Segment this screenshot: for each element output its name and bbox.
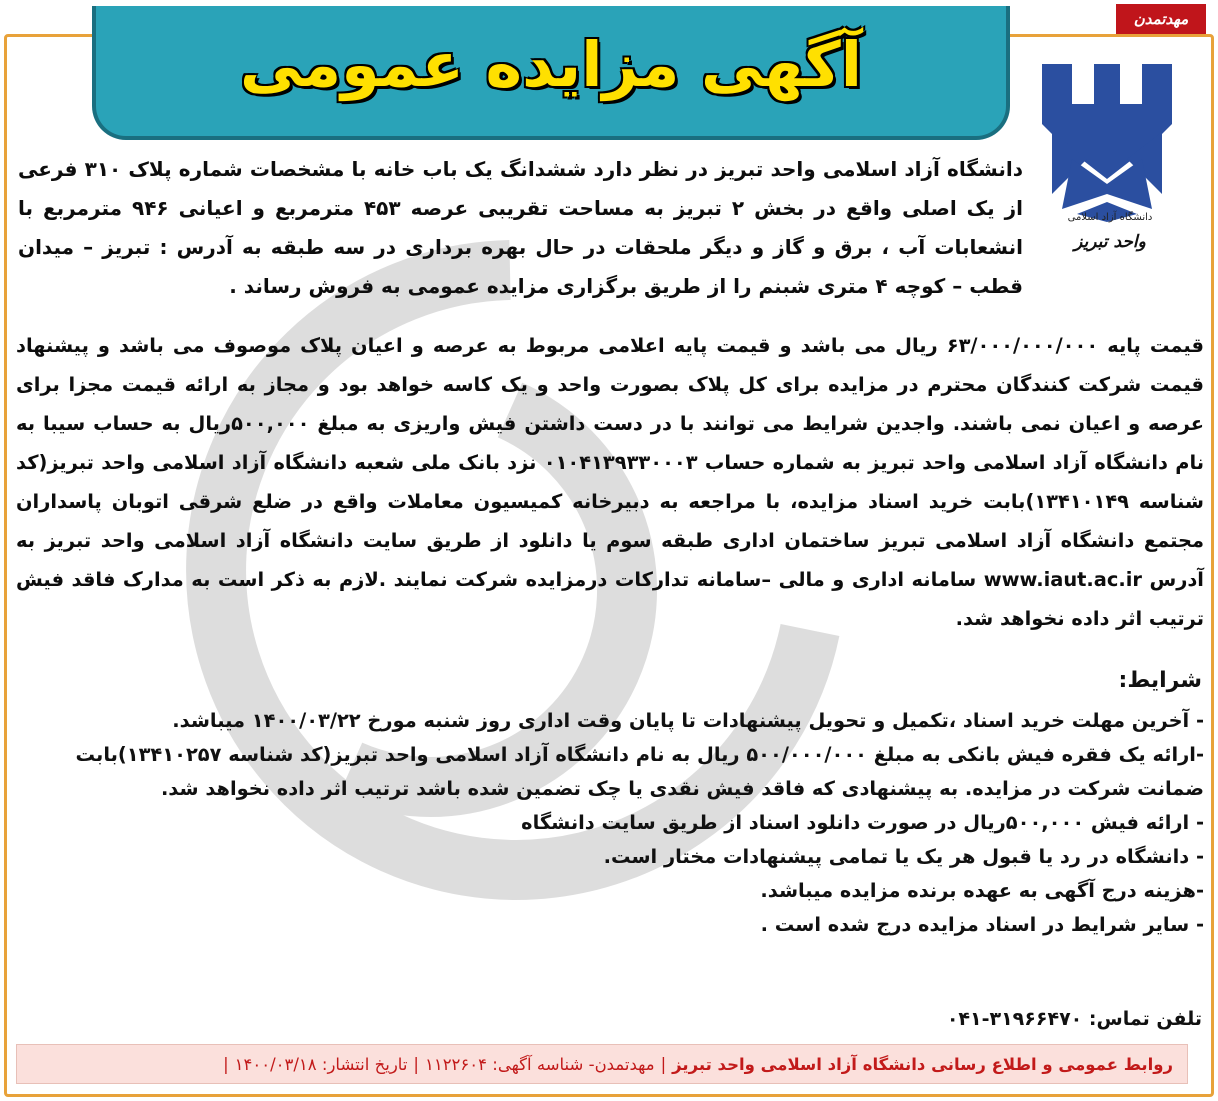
title-banner <box>92 6 1010 140</box>
condition-item: - سایر شرایط در اسناد مزایده درج شده است . <box>760 913 1204 936</box>
website-link[interactable]: www.iaut.ac.ir <box>983 568 1142 591</box>
condition-item: - دانشگاه در رد یا قبول هر یک یا تمامی پیشنهادات مختار است. <box>603 845 1204 868</box>
phone-label: تلفن تماس: <box>1088 1008 1202 1030</box>
body-text-end: سامانه اداری و مالی –سامانه تدارکات درمزایده شرکت نمایند .لازم به ذکر است به مدارک فاقد فیش ترتیب اثر داده نخواهد شد. <box>16 568 1204 630</box>
condition-item: -هزینه درج آگهی به عهده برنده مزایده میباشد. <box>760 879 1204 902</box>
footer-publisher: روابط عمومی و اطلاع رسانی دانشگاه آزاد اسلامی واحد تبریز <box>672 1054 1173 1074</box>
footer-date: تاریخ انتشار: ۱۴۰۰/۰۳/۱۸ <box>234 1054 408 1074</box>
condition-item: - ارائه فیش ۵۰۰,۰۰۰ریال در صورت دانلود اسناد از طریق سایت دانشگاه <box>521 811 1204 834</box>
body-text: قیمت پایه ۶۳/۰۰۰/۰۰۰/۰۰۰ ریال می باشد و قیمت پایه اعلامی مربوط به عرصه و اعیان پلاک موصوف می باشد و پیشنهاد قیمت شرکت کنندگان محترم در مزایده برای کل پلاک بصورت واحد و یک کاسه خواهد بود و مجاز به ارائه قیمت مجزا برای عرصه و اعیان نمی باشند. واجدین شرایط می توانند با در دست داشتن فیش واریزی به مبلغ ۵۰۰,۰۰۰ریال به حساب سیبا به نام دانشگاه آزاد اسلامی واحد تبریز به شماره حساب ۰۱۰۴۱۳۹۳۳۰۰۰۳ نزد بانک ملی شعبه دانشگاه آزاد اسلامی واحد تبریز(کد شناسه ۱۳۴۱۰۱۴۹)بابت خرید اسناد مزایده، با مراجعه به دبیرخانه کمیسیون معاملات واقع در ضلع شرقی اتوبان پاسداران مجتمع دانشگاه آزاد اسلامی تبریز ساختمان اداری طبقه سوم یا دانلود از طریق سایت دانشگاه آزاد اسلامی واحد تبریز به آدرس <box>16 334 1205 591</box>
university-unit-caption: واحد تبریز <box>1074 232 1146 252</box>
university-caption: دانشگاه آزاد اسلامی <box>1067 212 1153 223</box>
footer-separator: | <box>413 1054 419 1074</box>
contact-phone <box>947 1008 1202 1030</box>
ad-title: آگهی مزایده عمومی <box>240 28 862 101</box>
phone-number: ۰۴۱-۳۱۹۶۶۴۷۰ <box>946 1008 1083 1030</box>
conditions-list <box>16 704 1204 942</box>
conditions-heading: شرایط: <box>1118 668 1202 693</box>
newspaper-logo: مهدتمدن <box>1116 4 1206 34</box>
footer-separator: | <box>660 1054 667 1074</box>
footer-ad-id: مهدتمدن- شناسه آگهی: ۱۱۲۲۶۰۴ <box>424 1054 655 1074</box>
condition-item: -ارائه یک فقره فیش بانکی به مبلغ ۵۰۰/۰۰۰/۰۰۰ ریال به نام دانشگاه آزاد اسلامی واحد تبریز(کد شناسه ۱۳۴۱۰۲۵۷)بابت ضمانت شرکت در مزایده. به پیشنهادی که فاقد فیش نقدی یا چک تضمین شده باشد ترتیب اثر داده نخواهد شد. <box>75 743 1204 800</box>
body-paragraph <box>16 326 1204 638</box>
footer-bar <box>16 1044 1188 1084</box>
condition-item: - آخرین مهلت خرید اسناد ،تکمیل و تحویل پیشنهادات تا پایان وقت اداری روز شنبه مورخ ۱۴۰۰/۰۳/۲۲ میباشد. <box>172 709 1204 732</box>
footer-separator: | <box>223 1054 229 1074</box>
intro-paragraph: دانشگاه آزاد اسلامی واحد تبریز در نظر دارد ششدانگ یک باب خانه با مشخصات شماره پلاک ۳۱۰ فرعی از یک اصلی واقع در بخش ۲ تبریز به مساحت تقریبی عرصه ۴۵۳ مترمربع و اعیانی ۹۴۶ مترمربع با انشعابات آب ، برق و گاز و دیگر ملحقات در حال بهره برداری در سه طبقه به آدرس : تبریز – میدان قطب – کوچه ۴ متری شبنم را از طریق برگزاری مزایده عمومی به فروش رساند . <box>18 157 1024 298</box>
